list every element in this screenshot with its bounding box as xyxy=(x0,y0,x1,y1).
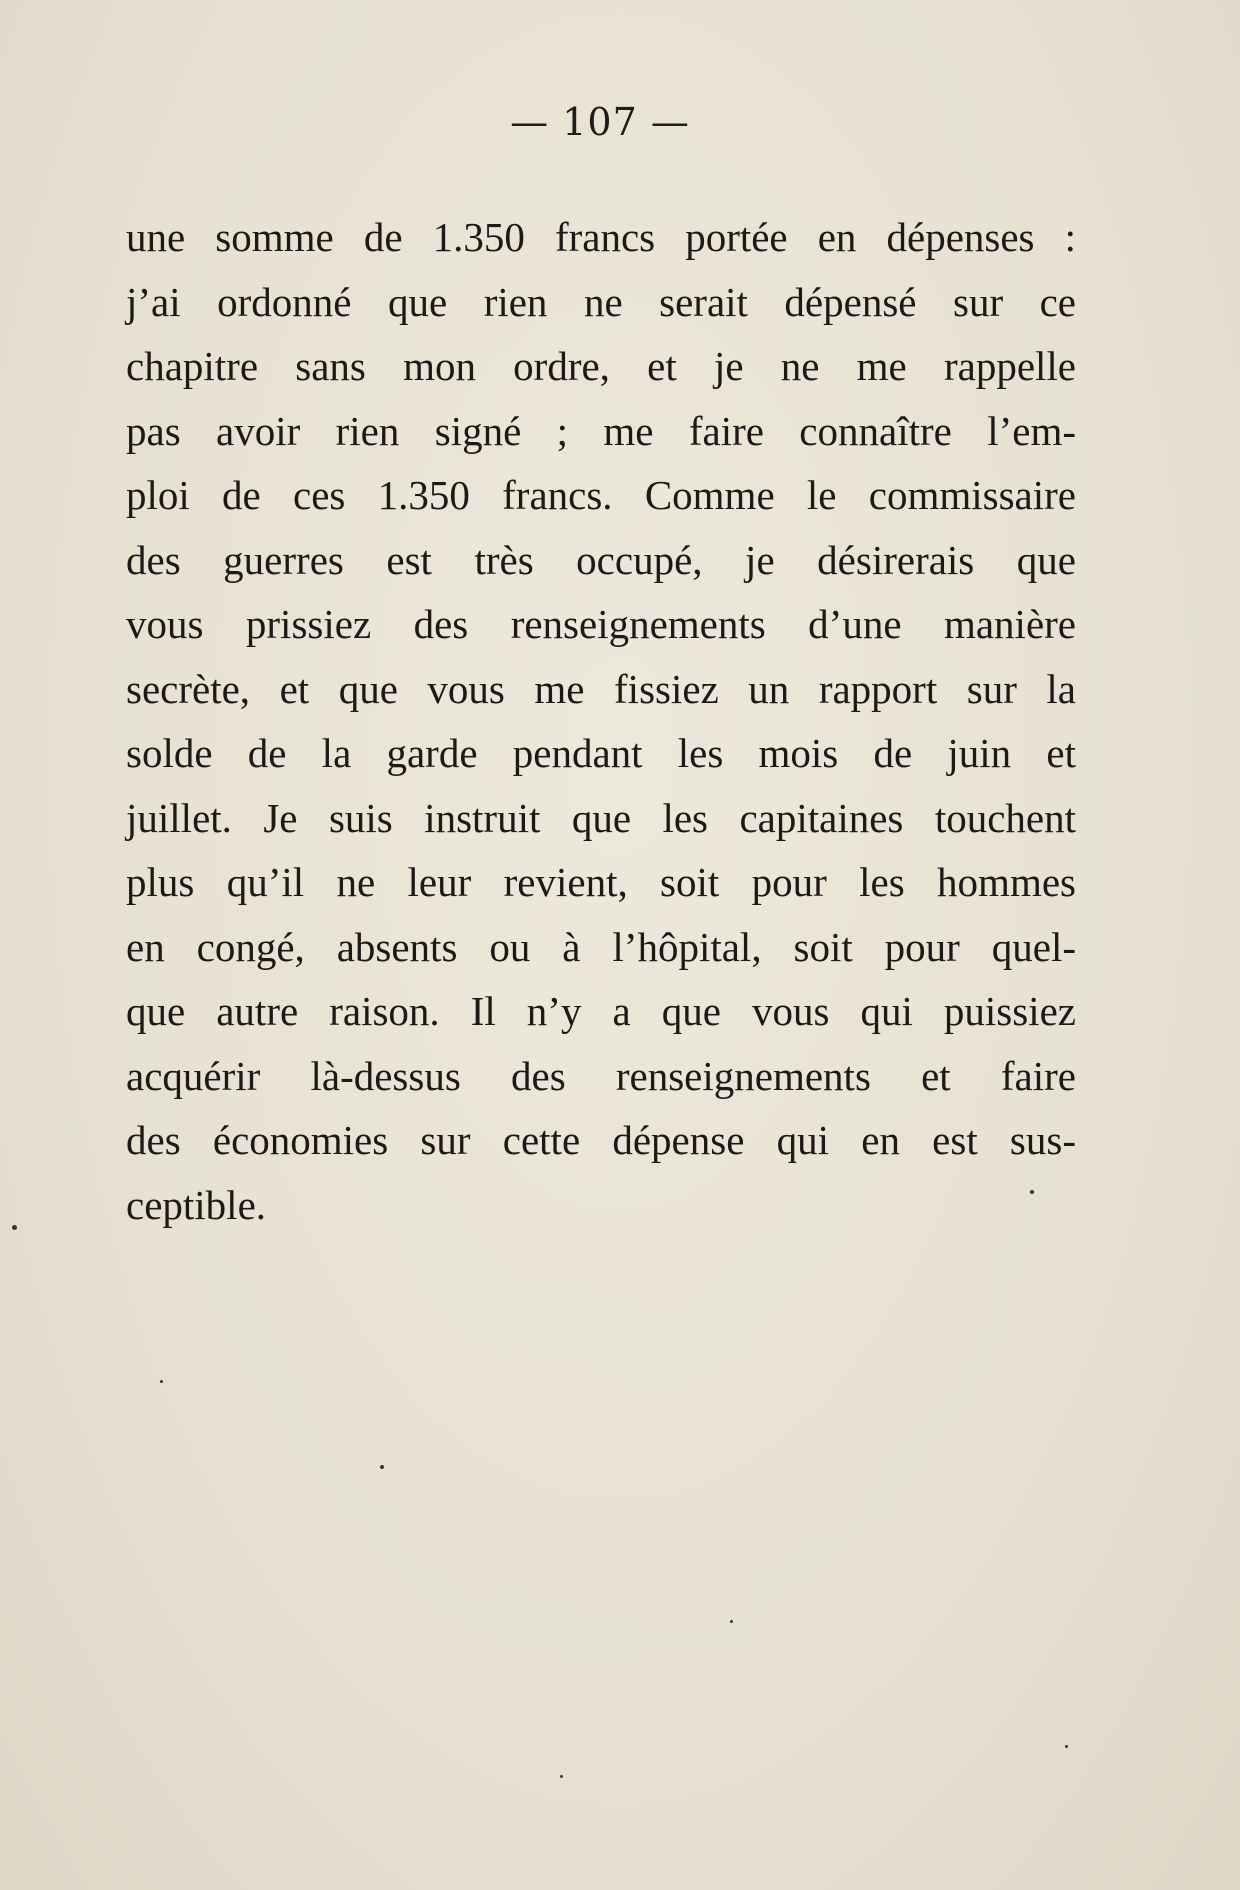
body-text xyxy=(126,205,1076,1237)
text-line: vous prissiez des renseignements d’une manière xyxy=(126,601,1076,647)
text-line: des guerres est très occupé, je désirerais que xyxy=(126,536,1076,583)
text-line: solde de la garde pendant les mois de juin et xyxy=(126,730,1076,776)
text-line: j’ai ordonné que rien ne serait dépensé sur ce xyxy=(126,278,1076,325)
paper-speck xyxy=(1065,1745,1068,1748)
text-line: en congé, absents ou à l’hôpital, soit pour quel- xyxy=(126,923,1076,970)
text-line: juillet. Je suis instruit que les capitaines touchent xyxy=(126,794,1076,841)
paper-speck xyxy=(12,1225,17,1230)
paper-speck xyxy=(380,1465,384,1469)
text-line: secrète, et que vous me fissiez un rapport sur la xyxy=(126,665,1076,712)
text-line: ploi de ces 1.350 francs. Comme le commissaire xyxy=(126,472,1076,518)
text-line: que autre raison. Il n’y a que vous qui puissiez xyxy=(126,988,1076,1034)
text-line: ceptible. xyxy=(126,1181,267,1228)
paper-speck xyxy=(730,1620,733,1623)
text-line: une somme de 1.350 francs portée en dépenses : xyxy=(126,214,1076,260)
text-line: acquérir là-dessus des renseignements et faire xyxy=(126,1052,1076,1099)
paper-speck xyxy=(560,1775,563,1778)
text-line: des économies sur cette dépense qui en est sus- xyxy=(126,1117,1076,1163)
page-number: — 107 — xyxy=(510,100,690,144)
paper-speck xyxy=(160,1380,163,1383)
paper-speck xyxy=(1030,1190,1034,1194)
text-line: chapitre sans mon ordre, et je ne me rappelle xyxy=(126,343,1076,389)
text-line: plus qu’il ne leur revient, soit pour les hommes xyxy=(126,859,1076,905)
text-line: pas avoir rien signé ; me faire connaître l’em- xyxy=(126,407,1076,454)
